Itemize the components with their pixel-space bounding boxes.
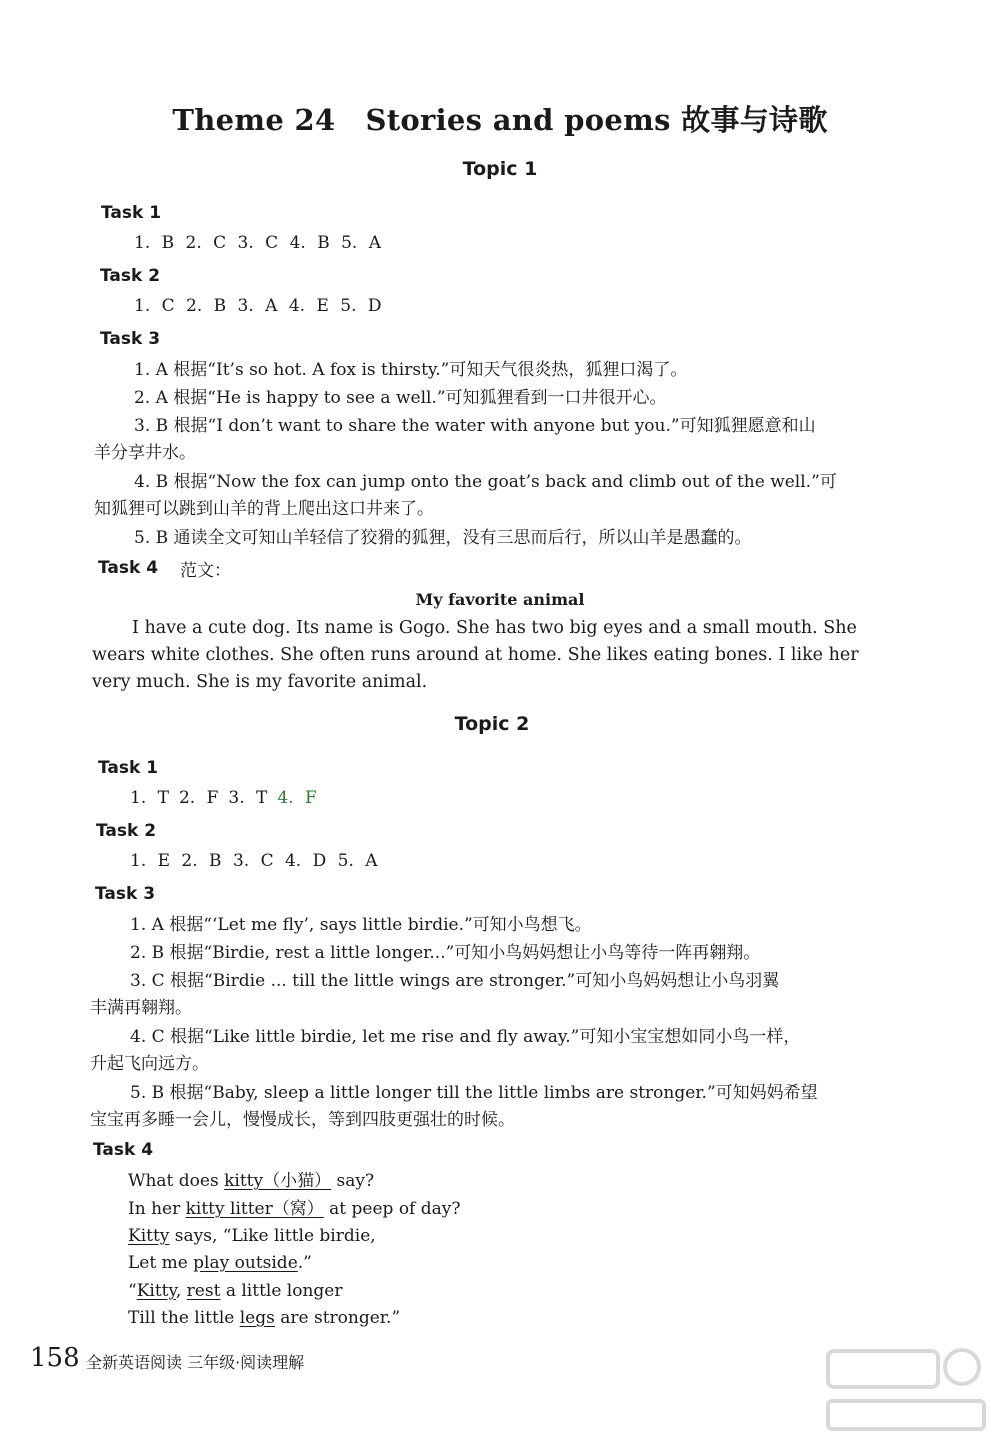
poem-line-4: Let me play outside.”: [128, 1253, 312, 1273]
topic-2-heading: Topic 2: [454, 713, 530, 735]
essay-title: My favorite animal: [415, 590, 585, 609]
answer-item: 1. T: [130, 788, 169, 808]
topic1-task3-line: 3. B 根据“I don’t want to share the water with anyone but you.”可知狐狸愿意和山: [134, 416, 816, 436]
topic1-task1-label: Task 1: [101, 203, 162, 223]
book-title: 全新英语阅读 三年级·阅读理解: [86, 1353, 305, 1372]
answer-item: 3. T: [228, 788, 268, 808]
title-english: Stories and poems: [365, 103, 671, 137]
title-chinese: 故事与诗歌: [681, 103, 828, 137]
topic2-task2-label: Task 2: [96, 821, 157, 841]
watermark-logo: [822, 1345, 992, 1435]
topic1-task3-label: Task 3: [100, 329, 161, 349]
poem-line-2: In her kitty litter（窝） at peep of day?: [128, 1199, 461, 1219]
topic1-task2-answers: 1. C 2. B 3. A 4. E 5. D: [134, 296, 382, 316]
sample-essay-note: 范文：: [180, 561, 231, 581]
topic2-task3-line: 升起飞向远方。: [90, 1054, 209, 1074]
poem-line-5: “Kitty, rest a little longer: [128, 1281, 343, 1301]
topic1-task3-line: 4. B 根据“Now the fox can jump onto the goat’s back and climb out of the well.”可: [134, 472, 837, 492]
topic2-task1-answers: [130, 788, 327, 808]
topic1-task1-answers: 1. B 2. C 3. C 4. B 5. A: [134, 233, 382, 253]
page-title: [0, 98, 1000, 139]
topic1-task3-line: 羊分享井水。: [94, 443, 196, 463]
topic1-task4-label: Task 4: [98, 558, 159, 578]
answer-item: 2. F: [178, 788, 219, 808]
topic2-task4-label: Task 4: [93, 1140, 154, 1160]
essay-line: I have a cute dog. Its name is Gogo. She has two big eyes and a small mouth. She: [132, 618, 857, 638]
topic2-task3-line: 宝宝再多睡一会儿，慢慢成长，等到四肢更强壮的时候。: [90, 1110, 515, 1130]
topic2-task3-line: 丰满再翱翔。: [90, 998, 192, 1018]
page-number: 158: [30, 1343, 80, 1373]
poem-line-3: Kitty says, “Like little birdie,: [128, 1226, 376, 1246]
topic2-task3-line: 3. C 根据“Birdie ... till the little wings are stronger.”可知小鸟妈妈想让小鸟羽翼: [130, 971, 780, 991]
topic1-task3-line: 1. A 根据“It’s so hot. A fox is thirsty.”可知天气很炎热，狐狸口渴了。: [134, 360, 688, 380]
topic2-task3-line: 2. B 根据“Birdie, rest a little longer...”可知小鸟妈妈想让小鸟等待一阵再翱翔。: [130, 943, 761, 963]
topic2-task3-line: 1. A 根据“‘Let me fly’, says little birdie.”可知小鸟想飞。: [130, 915, 592, 935]
poem-line-1: What does kitty（小猫） say?: [128, 1171, 375, 1191]
topic1-task3-line: 5. B 通读全文可知山羊轻信了狡猾的狐狸，没有三思而后行，所以山羊是愚蠢的。: [134, 528, 752, 548]
topic-1-heading: Topic 1: [462, 158, 538, 180]
topic2-task3-line: 5. B 根据“Baby, sleep a little longer till the little limbs are stronger.”可知妈妈希望: [130, 1083, 818, 1103]
answer-item: 4. F: [277, 788, 317, 808]
essay-line: wears white clothes. She often runs around at home. She likes eating bones. I like her: [92, 645, 859, 665]
topic2-task3-label: Task 3: [95, 884, 156, 904]
poem-line-6: Till the little legs are stronger.”: [128, 1308, 401, 1328]
topic1-task3-line: 知狐狸可以跳到山羊的背上爬出这口井来了。: [94, 499, 434, 519]
topic2-task1-label: Task 1: [98, 758, 159, 778]
topic1-task2-label: Task 2: [100, 266, 161, 286]
essay-line: very much. She is my favorite animal.: [92, 672, 428, 692]
topic2-task2-answers: 1. E 2. B 3. C 4. D 5. A: [130, 851, 378, 871]
topic1-task3-line: 2. A 根据“He is happy to see a well.”可知狐狸看到一口井很开心。: [134, 388, 667, 408]
topic2-task3-line: 4. C 根据“Like little birdie, let me rise and fly away.”可知小宝宝想如同小鸟一样，: [130, 1027, 801, 1047]
title-theme: Theme 24: [172, 103, 336, 137]
